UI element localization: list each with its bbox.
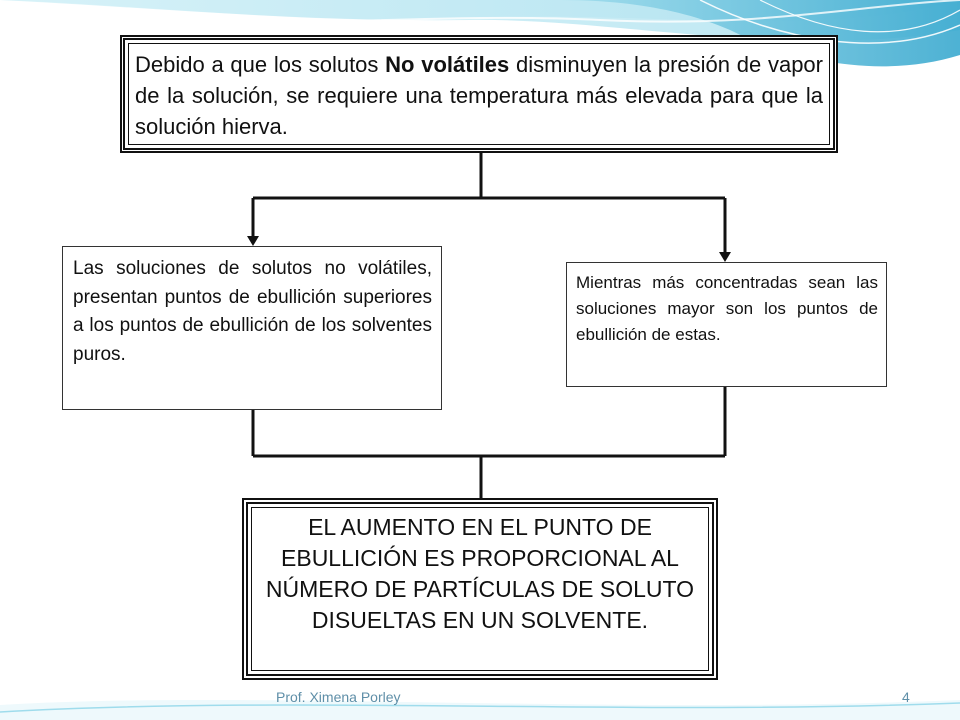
top-statement-text-pre: Debido a que los solutos — [135, 52, 386, 77]
conclusion-box — [242, 498, 718, 680]
left-statement-box — [62, 246, 442, 410]
right-statement-box — [566, 262, 887, 387]
top-statement-box — [120, 35, 838, 153]
left-statement-text: Las soluciones de solutos no volátiles, presentan puntos de ebullición superiores a los puntos de ebullición de los solventes puros. — [73, 258, 432, 365]
page-number: 4 — [902, 689, 910, 705]
bottom-wave-band — [0, 700, 960, 720]
footer-author: Prof. Ximena Porley — [276, 689, 401, 705]
right-statement-text: Mientras más concentradas sean las soluciones mayor son los puntos de ebullición de estas. — [576, 273, 878, 344]
top-statement-text-post: disminuyen la presión de vapor de la solución, se requiere una temperatura más elevada para que la solución hierva. — [135, 52, 823, 139]
arrowhead-left — [247, 236, 259, 246]
arrowhead-right — [719, 252, 731, 262]
conclusion-text: EL AUMENTO EN EL PUNTO DE EBULLICIÓN ES PROPORCIONAL AL NÚMERO DE PARTÍCULAS DE SOLUTO DISUELTAS EN UN SOLVENTE. — [265, 514, 695, 633]
top-statement-text-bold: No volátiles — [385, 52, 510, 77]
